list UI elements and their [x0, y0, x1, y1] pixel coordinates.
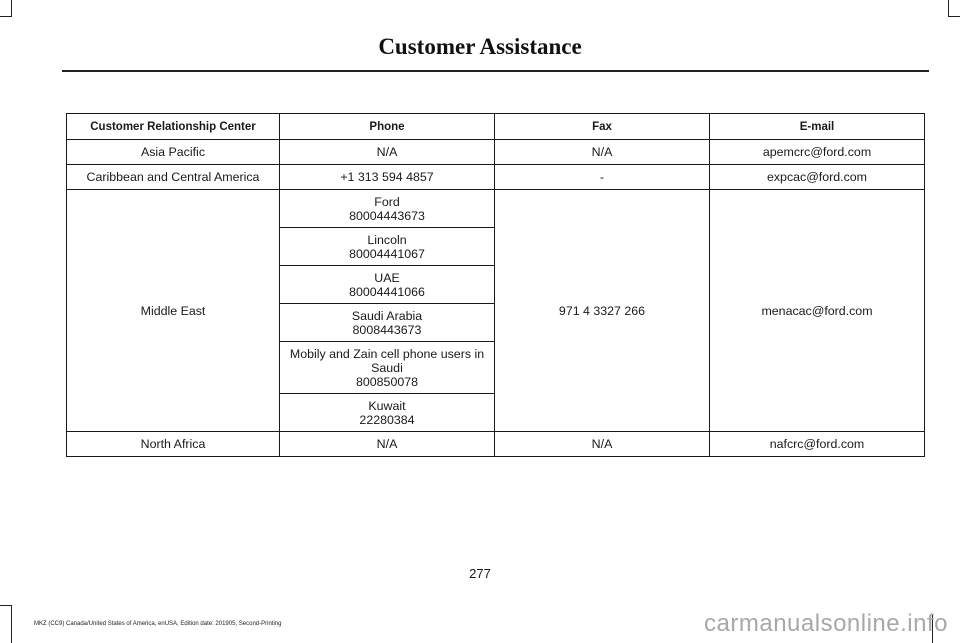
edition-footer: MKZ (CC9) Canada/United States of America, enUSA, Edition date: 201905, Second-Printing: [34, 621, 282, 627]
crop-mark-top-right-h: [948, 16, 960, 17]
phone-number: 8008443673: [352, 322, 422, 337]
crop-mark-top-left-v: [11, 0, 12, 16]
phone-number: 80004441067: [349, 246, 425, 261]
phone-cell: [280, 304, 495, 342]
table-header-row: [67, 114, 925, 140]
phone-cell: [280, 228, 495, 266]
crop-mark-top-right-v: [948, 0, 949, 16]
table-row: [67, 165, 925, 190]
center-cell: Caribbean and Central America: [67, 165, 280, 190]
phone-number: 80004441066: [349, 284, 425, 299]
customer-relationship-table: [66, 113, 925, 457]
phone-label: Kuwait: [368, 398, 406, 413]
email-cell: nafcrc@ford.com: [710, 432, 925, 457]
center-cell: North Africa: [67, 432, 280, 457]
phone-label: UAE: [374, 270, 400, 285]
email-cell: expcac@ford.com: [710, 165, 925, 190]
crop-mark-bottom-left-h: [0, 605, 12, 606]
header-center: Customer Relationship Center: [67, 114, 280, 140]
phone-cell: [280, 190, 495, 228]
phone-cell: N/A: [280, 140, 495, 165]
center-cell: Middle East: [67, 190, 280, 432]
fax-cell: 971 4 3327 266: [495, 190, 710, 432]
fax-cell: N/A: [495, 432, 710, 457]
title-rule: [62, 70, 929, 72]
header-fax: Fax: [495, 114, 710, 140]
phone-cell: [280, 342, 495, 394]
phone-cell: N/A: [280, 432, 495, 457]
center-cell: Asia Pacific: [67, 140, 280, 165]
watermark: carmanualsonline.info: [704, 610, 948, 637]
header-phone: Phone: [280, 114, 495, 140]
page-title: Customer Assistance: [378, 34, 582, 59]
phone-cell: +1 313 594 4857: [280, 165, 495, 190]
phone-number: 80004443673: [349, 208, 425, 223]
phone-number: 22280384: [359, 412, 415, 427]
header-email: E-mail: [710, 114, 925, 140]
phone-label: Ford: [374, 194, 400, 209]
crop-mark-bottom-left-v: [11, 605, 12, 643]
crop-mark-top-left-h: [0, 16, 12, 17]
phone-label: Saudi Arabia: [351, 308, 423, 323]
phone-number: 800850078: [355, 374, 419, 389]
email-cell: menacac@ford.com: [710, 190, 925, 432]
table-row: [67, 432, 925, 457]
table-row: [67, 140, 925, 165]
phone-cell: [280, 266, 495, 304]
phone-label: Mobily and Zain cell phone users in Saudi: [289, 346, 485, 375]
fax-cell: N/A: [495, 140, 710, 165]
fax-cell: -: [495, 165, 710, 190]
page-number: 277: [469, 566, 491, 581]
table-row: [67, 190, 925, 228]
email-cell: apemcrc@ford.com: [710, 140, 925, 165]
phone-label: Lincoln: [367, 232, 407, 247]
phone-cell: [280, 394, 495, 432]
